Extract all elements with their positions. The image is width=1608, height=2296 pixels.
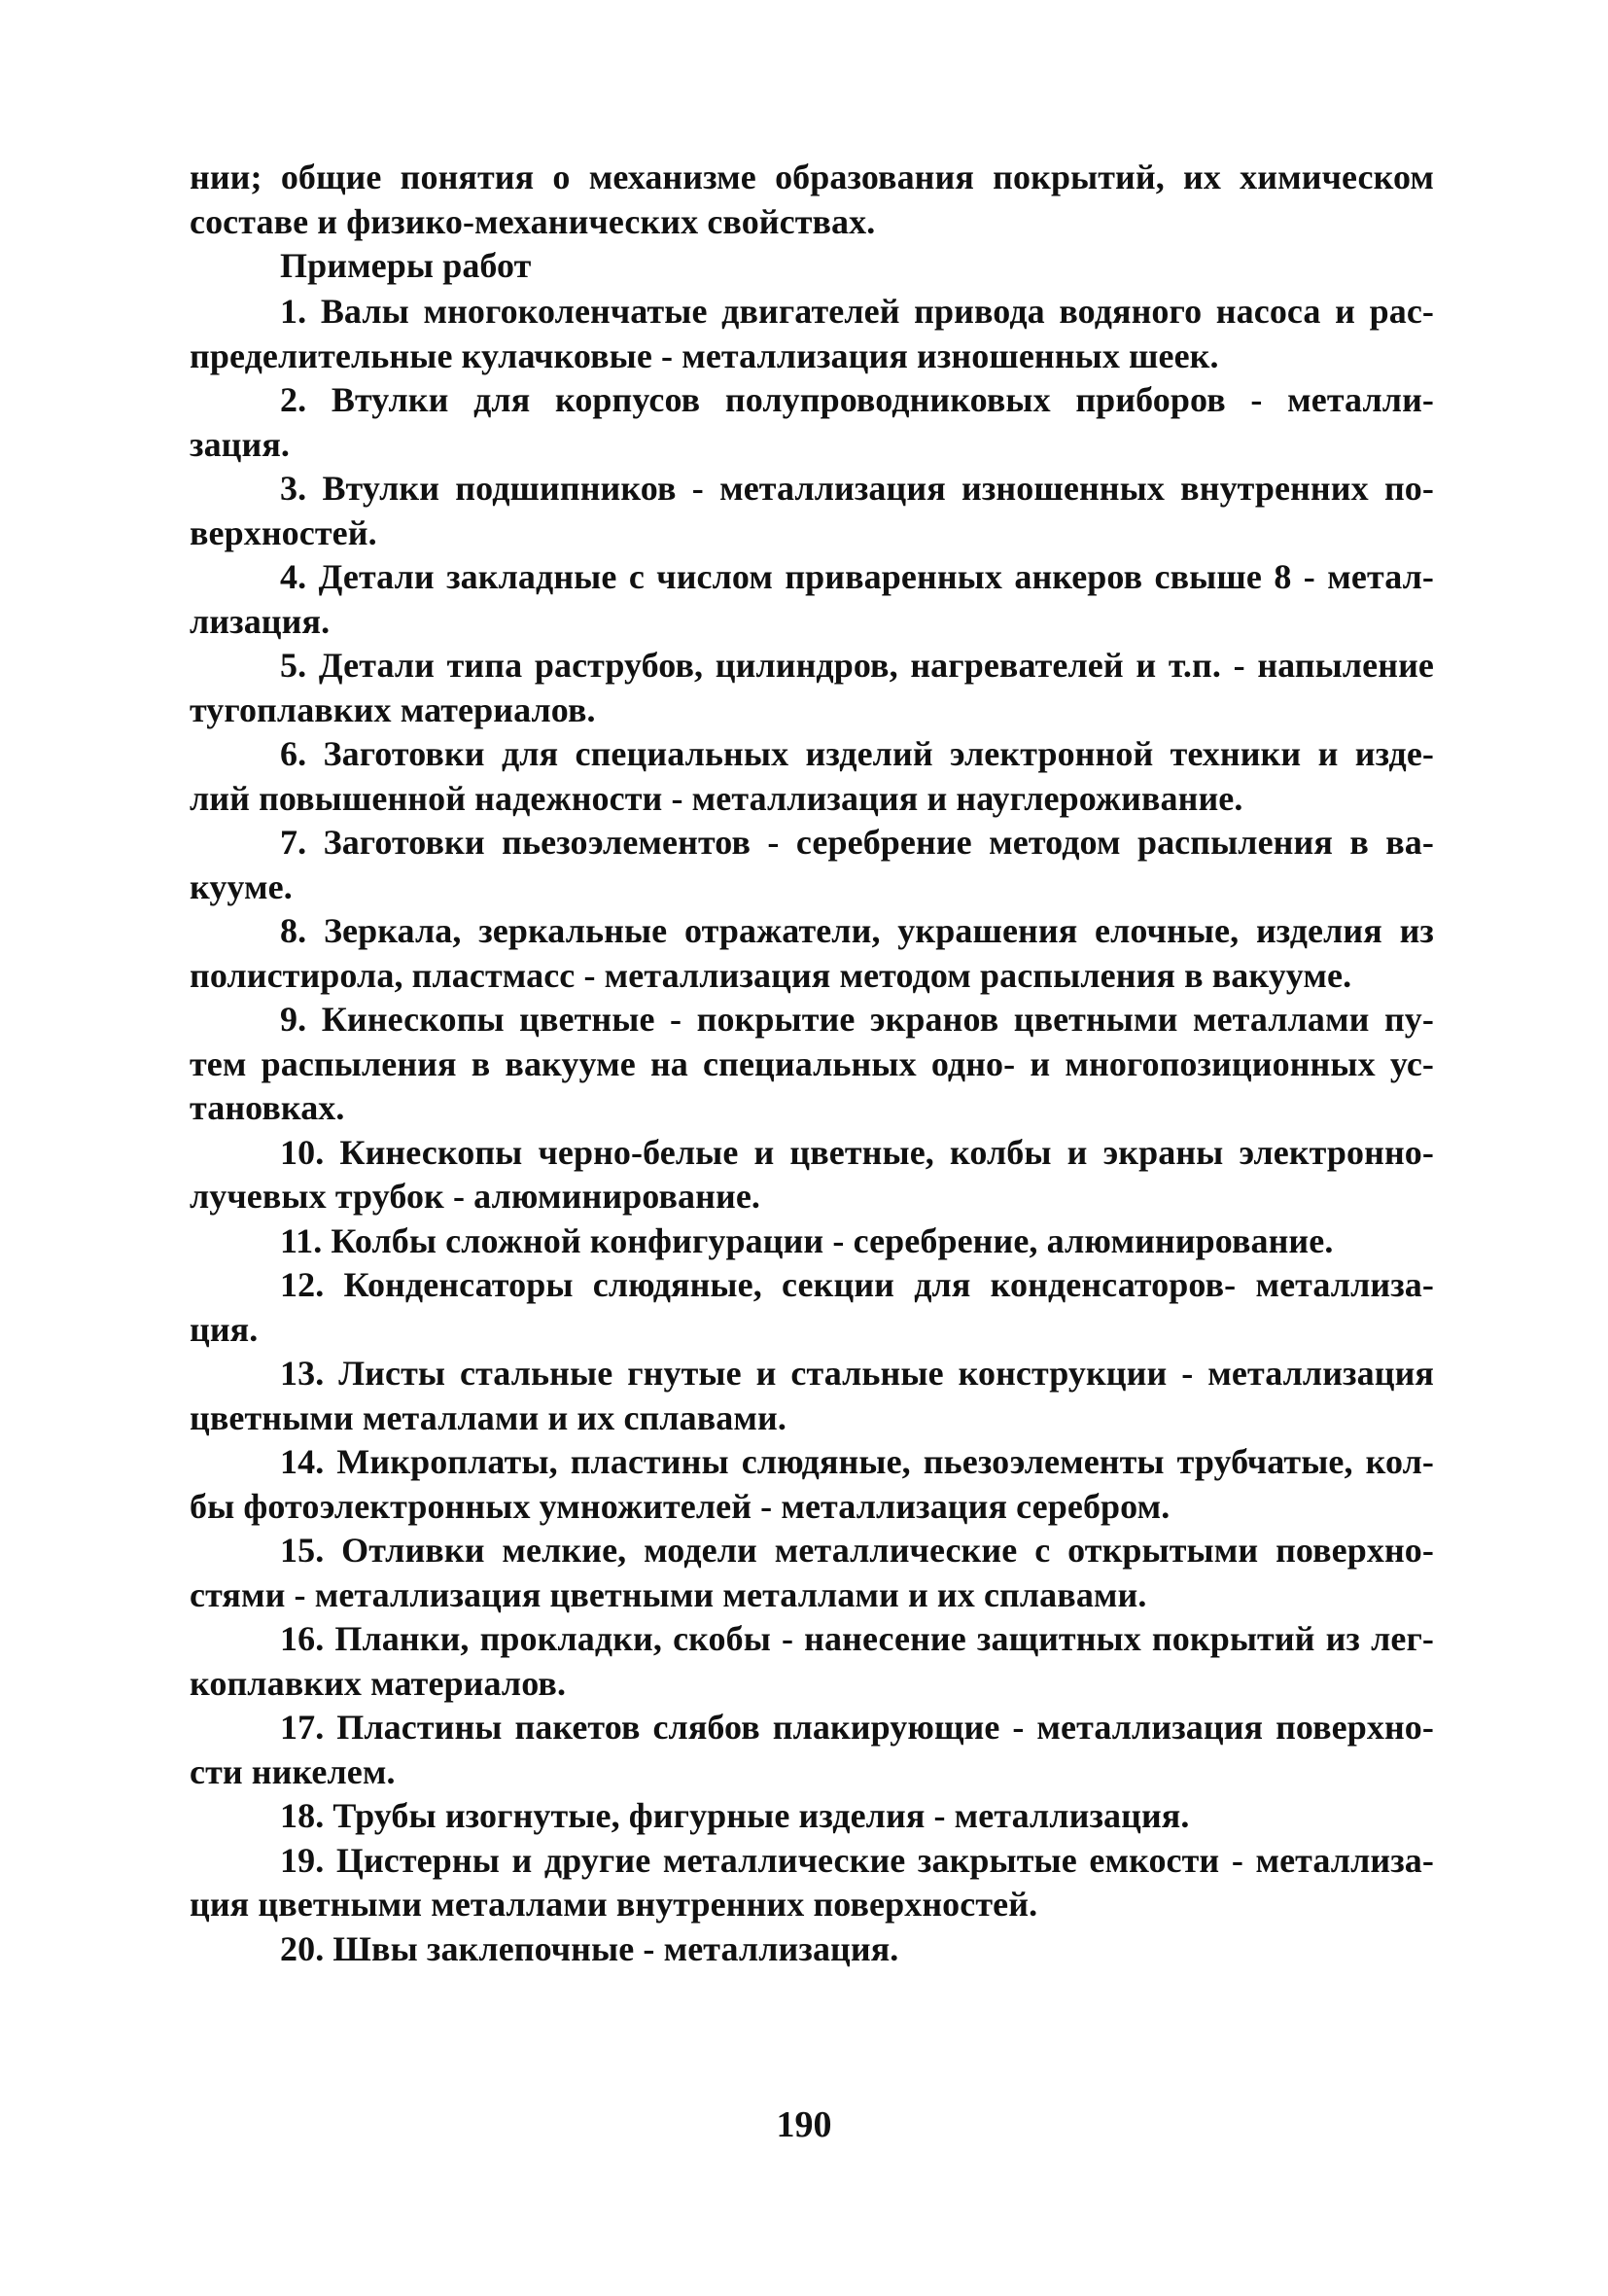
item-line: тановках. [190,1088,345,1127]
item-line: 17. Пластины пакетов слябов плакирующие - металлизация поверхно- [280,1708,1434,1747]
item-line: 12. Конденсаторы слюдяные, секции для конденсаторов- металлиза- [280,1265,1434,1304]
item-line: стями - металлизация цветными металлами и их сплавами. [190,1574,1147,1614]
item-line: коплавких материалов. [190,1663,567,1703]
item-line: кууме. [190,866,293,906]
item-line: 16. Планки, прокладки, скобы - нанесение защитных покрытий из лег- [280,1619,1434,1658]
item-line: 7. Заготовки пьезоэлементов - серебрение методом распыления в ва- [280,823,1434,862]
list-item [190,1706,1434,1794]
item-line: 14. Микроплаты, пластины слюдяные, пьезоэлементы трубчатые, кол- [280,1442,1434,1481]
list-item [190,1352,1434,1440]
intro-line: нии; общие понятия о механизме образования покрытий, их химическом [190,158,1434,196]
item-line: 13. Листы стальные гнутые и стальные конструкции - металлизация [280,1354,1434,1393]
item-line: 6. Заготовки для специальных изделий электронной техники и изде- [280,734,1434,773]
item-line: бы фотоэлектронных умножителей - металлизация серебром. [190,1486,1171,1526]
page-body [190,156,1434,1971]
list-item [190,821,1434,909]
item-line: 3. Втулки подшипников - металлизация изношенных внутренних по- [280,469,1434,508]
item-line: верхностей. [190,512,377,552]
item-line: 18. Трубы изогнутые, фигурные изделия - металлизация. [280,1796,1190,1835]
examples-list [190,290,1434,1971]
item-line: 9. Кинескопы цветные - покрытие экранов цветными металлами пу- [280,1000,1434,1039]
list-item [190,290,1434,378]
item-line: пределительные кулачковые - металлизация изношенных шеек. [190,336,1219,375]
intro-paragraph [190,156,1434,244]
item-line: 15. Отливки мелкие, модели металлические с открытыми поверхно- [280,1531,1434,1570]
item-line: тем распыления в вакууме на специальных одно- и многопозиционных ус- [190,1043,1434,1083]
item-line: ция. [190,1309,259,1349]
intro-line: составе и физико-механических свойствах. [190,201,876,241]
item-line: полистирола, пластмасс - металлизация методом распыления в вакууме. [190,955,1352,995]
item-line: 19. Цистерны и другие металлические закрытые емкости - металлиза- [280,1840,1434,1880]
list-item [190,1440,1434,1529]
item-line: 8. Зеркала, зеркальные отражатели, украшения елочные, изделия из [280,911,1434,950]
list-item [190,1927,1434,1972]
item-line: зация. [190,424,291,464]
list-item [190,1529,1434,1617]
item-line: 1. Валы многоколенчатые двигателей привода водяного насоса и рас- [280,292,1434,331]
item-line: ция цветными металлами внутренних поверхностей. [190,1885,1038,1924]
item-line: 4. Детали закладные с числом приваренных анкеров свыше 8 - метал- [280,557,1434,596]
list-item [190,1617,1434,1706]
list-item [190,1839,1434,1927]
list-item [190,1131,1434,1219]
list-item [190,1263,1434,1352]
list-item [190,732,1434,821]
page-number: 190 [776,2104,832,2145]
item-line: сти никелем. [190,1751,396,1791]
list-item [190,998,1434,1131]
list-item [190,467,1434,555]
item-line: тугоплавких материалов. [190,689,596,729]
list-item [190,644,1434,732]
item-line: лучевых трубок - алюминирование. [190,1177,761,1216]
item-line: 20. Швы заклепочные - металлизация. [280,1928,899,1968]
examples-heading: Примеры работ [280,246,532,285]
list-item [190,555,1434,644]
item-line: 5. Детали типа раструбов, цилиндров, нагревателей и т.п. - напыление [280,646,1434,685]
list-item [190,1794,1434,1839]
list-item [190,909,1434,998]
item-line: 11. Колбы сложной конфигурации - серебрение, алюминирование. [280,1220,1334,1260]
item-line: лизация. [190,601,331,641]
item-line: цветными металлами и их сплавами. [190,1397,787,1437]
list-item [190,378,1434,467]
item-line: лий повышенной надежности - металлизация и науглероживание. [190,778,1243,818]
list-item [190,1219,1434,1264]
item-line: 2. Втулки для корпусов полупроводниковых приборов - металли- [280,380,1434,419]
item-line: 10. Кинескопы черно-белые и цветные, колбы и экраны электронно- [280,1132,1434,1172]
